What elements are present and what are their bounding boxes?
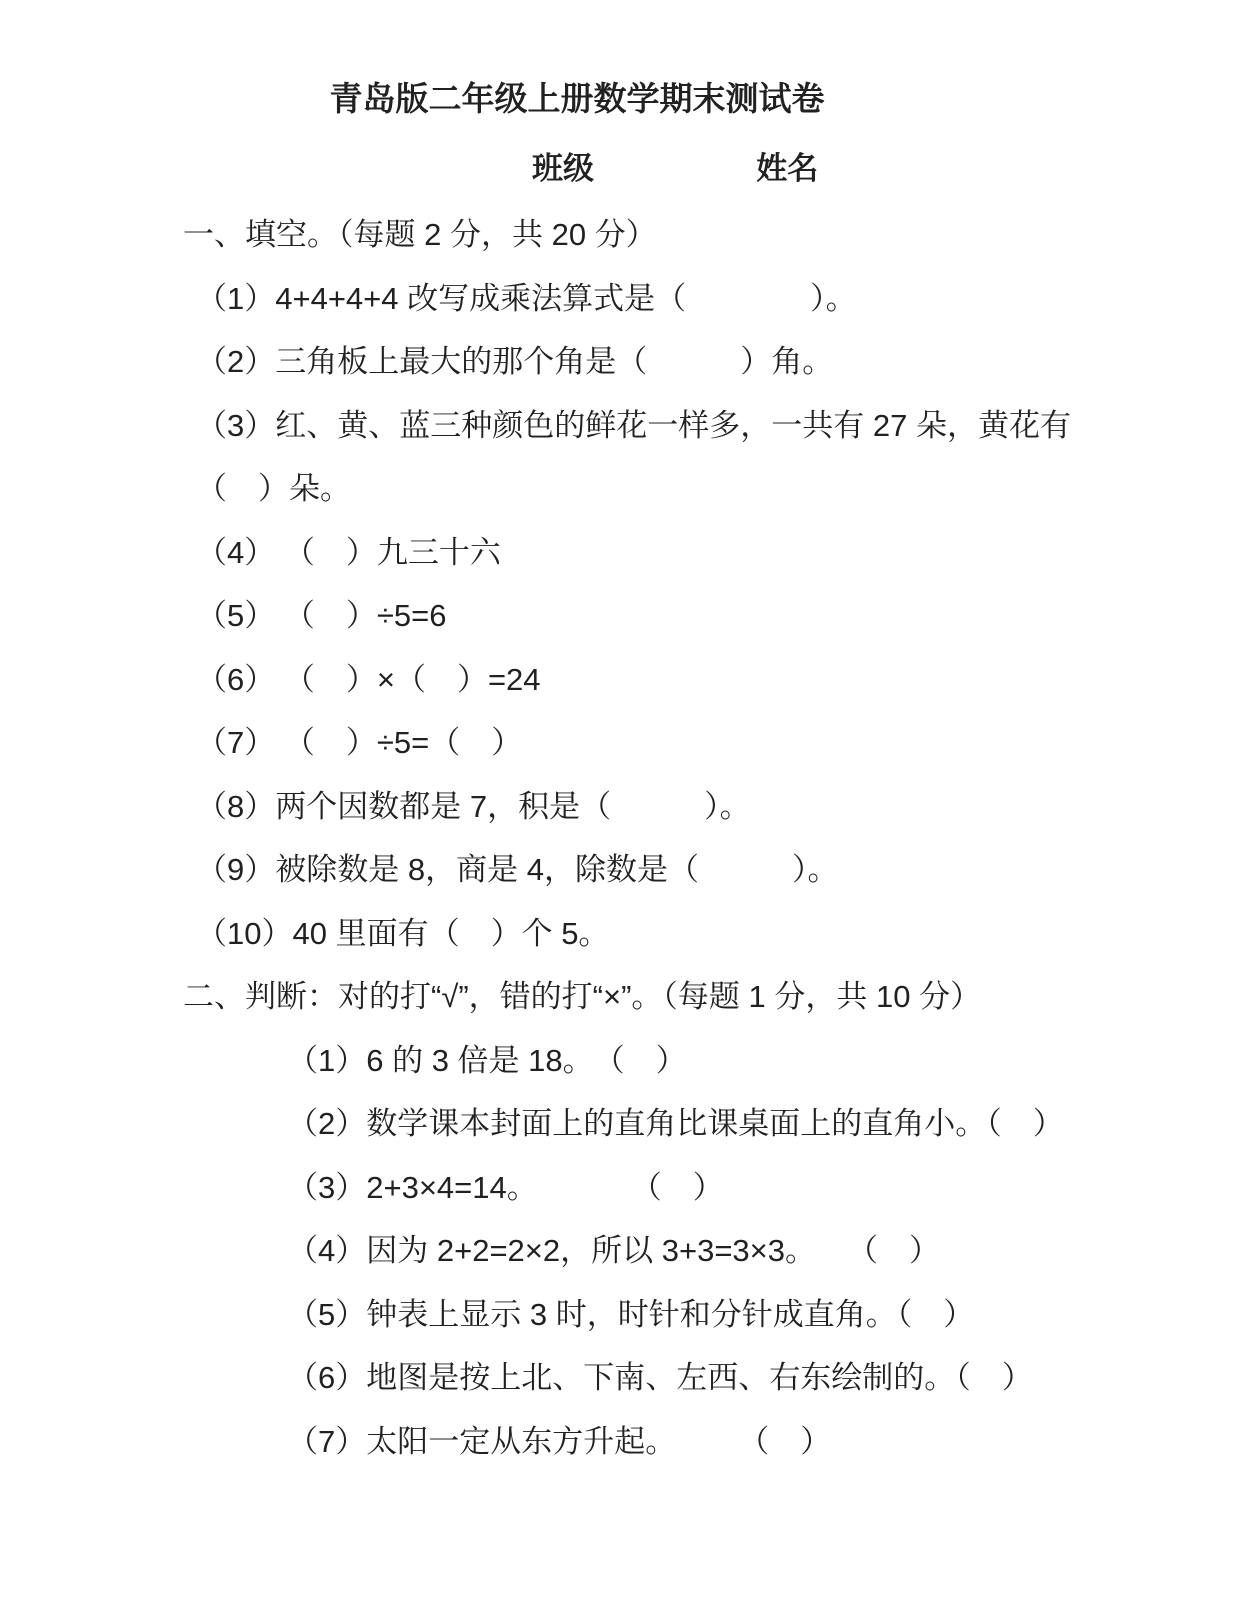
judge-item-7: （7）太阳一定从东方升起。 （ ） xyxy=(287,1423,832,1459)
judge-item-4: （4）因为 2+2=2×2，所以 3+3=3×3。 （ ） xyxy=(287,1233,941,1268)
section1-heading: 一、填空。（每题 2 分，共 20 分） xyxy=(183,217,657,252)
fill-in-item-9: （9）被除数是 8，商是 4，除数是（ ）。 xyxy=(196,852,839,887)
section2-heading: 二、判断：对的打“√”，错的打“×”。（每题 1 分，共 10 分） xyxy=(183,979,982,1014)
fill-in-item-6: （6） （ ）×（ ）=24 xyxy=(196,661,541,697)
fill-in-item-3-wrap: （ ）朵。 xyxy=(196,471,351,506)
judge-item-5: （5）钟表上显示 3 时，时针和分针成直角。（ ） xyxy=(287,1296,975,1332)
fill-in-item-3: （3）红、黄、蓝三种颜色的鲜花一样多，一共有 27 朵，黄花有 xyxy=(196,407,1071,443)
fill-in-item-4: （4） （ ）九三十六 xyxy=(196,534,501,570)
page-title: 青岛版二年级上册数学期末测试卷 xyxy=(329,80,825,117)
fill-in-item-10: （10）40 里面有（ ）个 5。 xyxy=(196,915,610,951)
fill-in-item-7: （7） （ ）÷5=（ ） xyxy=(196,725,523,760)
fill-in-item-2: （2）三角板上最大的那个角是（ ）角。 xyxy=(196,344,834,379)
judge-item-6: （6）地图是按上北、下南、左西、右东绘制的。（ ） xyxy=(287,1360,1033,1395)
fill-in-item-1: （1）4+4+4+4 改写成乘法算式是（ ）。 xyxy=(196,280,857,316)
name-label: 姓名 xyxy=(756,151,819,186)
student-info-line xyxy=(0,137,1242,201)
judge-item-2: （2）数学课本封面上的直角比课桌面上的直角小。（ ） xyxy=(287,1106,1064,1141)
judge-item-3: （3）2+3×4=14。 （ ） xyxy=(287,1169,724,1205)
fill-in-item-8: （8）两个因数都是 7，积是（ ）。 xyxy=(196,788,751,824)
fill-in-item-5: （5） （ ）÷5=6 xyxy=(196,598,447,633)
class-label: 班级 xyxy=(532,151,594,186)
judge-item-1: （1）6 的 3 倍是 18。 （ ） xyxy=(287,1042,687,1078)
